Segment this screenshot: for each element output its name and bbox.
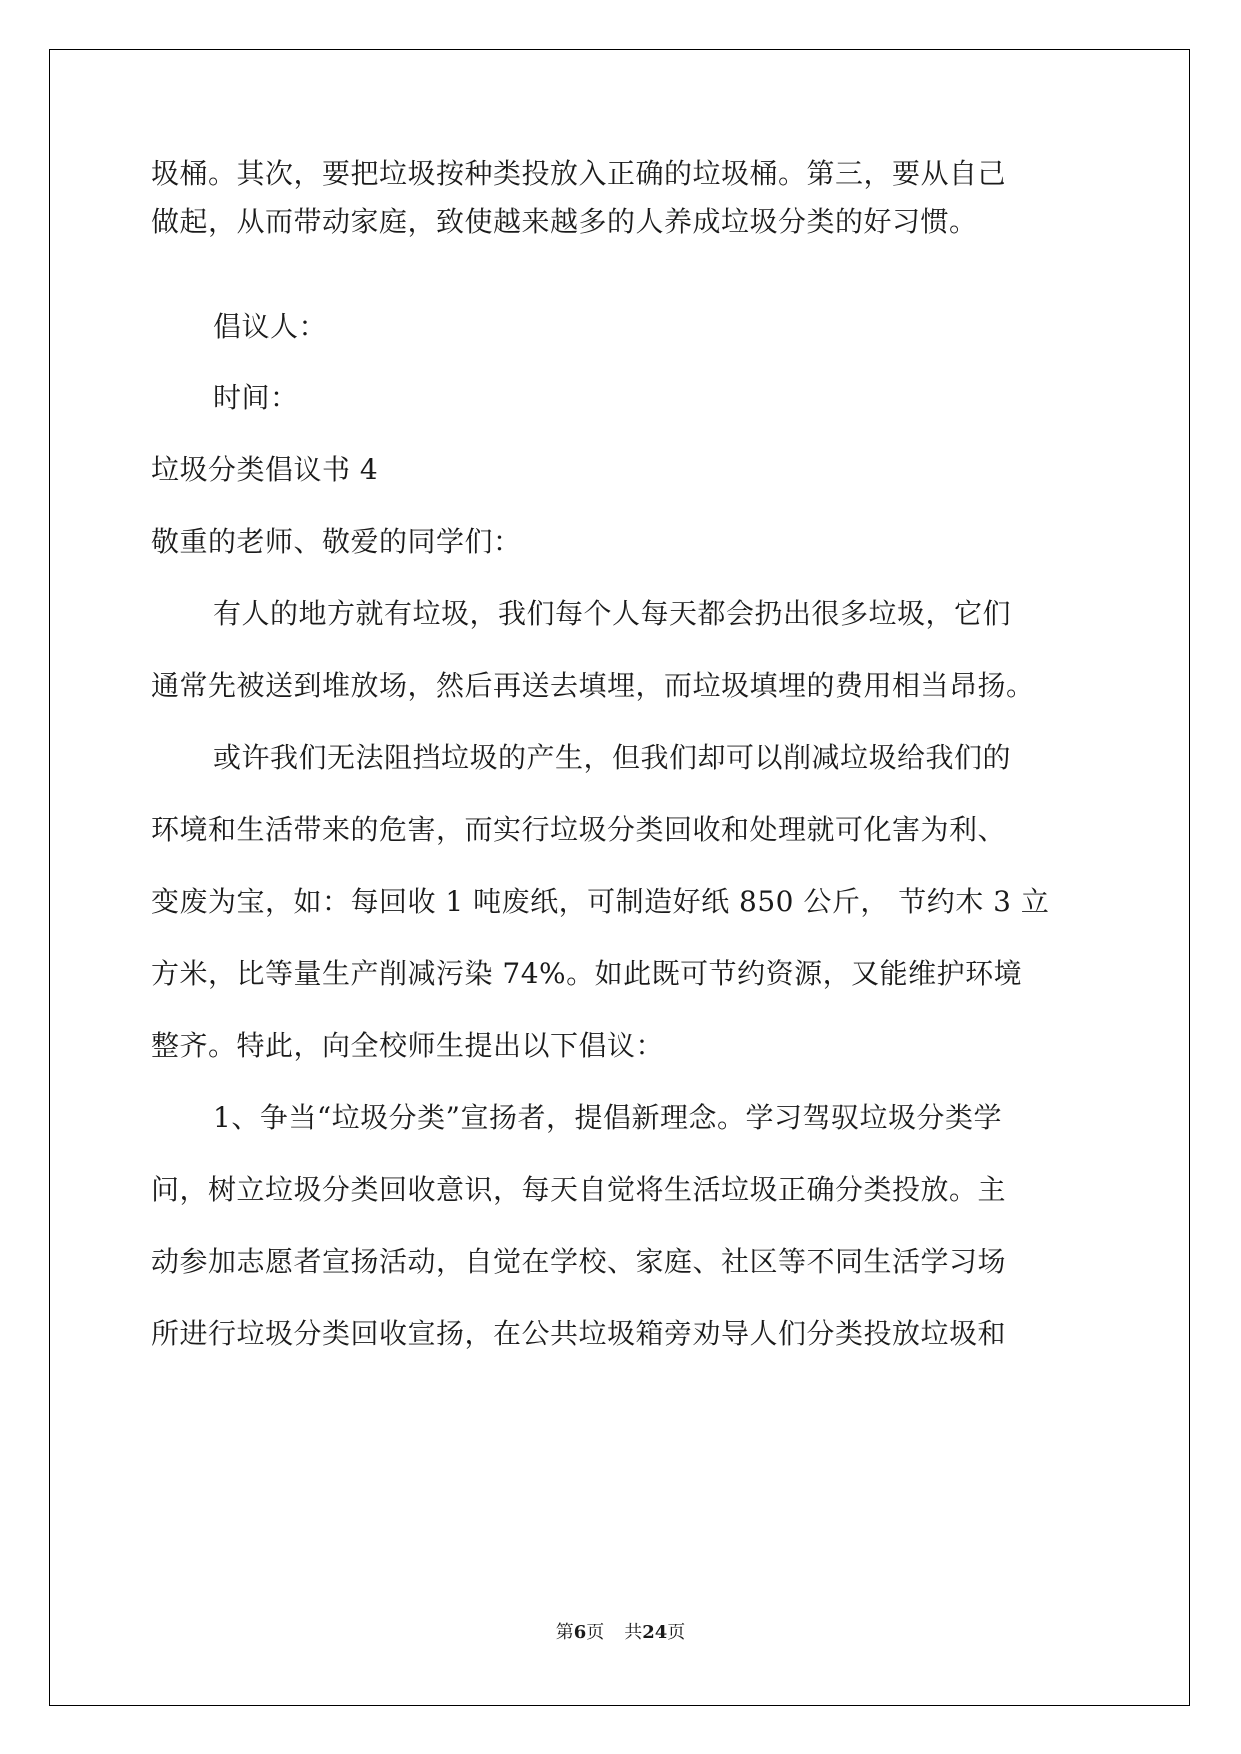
text-line: 变废为宝，如：每回收 1 吨废纸，可制造好纸 850 公斤， 节约木 3 立 (151, 885, 1050, 918)
section-title: 垃圾分类倡议书 4 (151, 453, 379, 486)
text-line: 有人的地方就有垃圾，我们每个人每天都会扔出很多垃圾，它们 (213, 597, 1012, 630)
footer-page-unit: 页 (586, 1622, 605, 1643)
text-line: 问，树立垃圾分类回收意识，每天自觉将生活垃圾正确分类投放。主 (151, 1173, 1007, 1206)
current-page-number: 6 (573, 1622, 587, 1643)
page-footer (0, 1618, 1241, 1644)
text-line: 动参加志愿者宣扬活动，自觉在学校、家庭、社区等不同生活学习场 (151, 1245, 1007, 1278)
text-line: 方米，比等量生产削减污染 74%。如此既可节约资源，又能维护环境 (151, 957, 1023, 990)
text-line: 环境和生活带来的危害，而实行垃圾分类回收和处理就可化害为利、 (151, 813, 1007, 846)
total-pages-number: 24 (642, 1622, 668, 1643)
page-border (49, 49, 1190, 1706)
text-line: 1、争当“垃圾分类”宣扬者，提倡新理念。学习驾驭垃圾分类学 (213, 1101, 1002, 1134)
salutation: 敬重的老师、敬爱的同学们： (151, 525, 522, 558)
text-line: 做起，从而带动家庭，致使越来越多的人养成垃圾分类的好习惯。 (151, 205, 978, 238)
date-label: 时间： (213, 381, 299, 414)
signature-label: 倡议人： (213, 310, 328, 343)
footer-total-prefix: 共 (624, 1622, 643, 1643)
text-line: 圾桶。其次，要把垃圾按种类投放入正确的垃圾桶。第三，要从自己 (151, 157, 1007, 190)
footer-prefix: 第 (555, 1622, 574, 1643)
text-line: 通常先被送到堆放场，然后再送去填埋，而垃圾填埋的费用相当昂扬。 (151, 669, 1035, 702)
footer-total-unit: 页 (667, 1622, 686, 1643)
text-line: 整齐。特此，向全校师生提出以下倡议： (151, 1029, 665, 1062)
text-line: 或许我们无法阻挡垃圾的产生，但我们却可以削减垃圾给我们的 (213, 741, 1012, 774)
text-line: 所进行垃圾分类回收宣扬，在公共垃圾箱旁劝导人们分类投放垃圾和 (151, 1317, 1007, 1350)
